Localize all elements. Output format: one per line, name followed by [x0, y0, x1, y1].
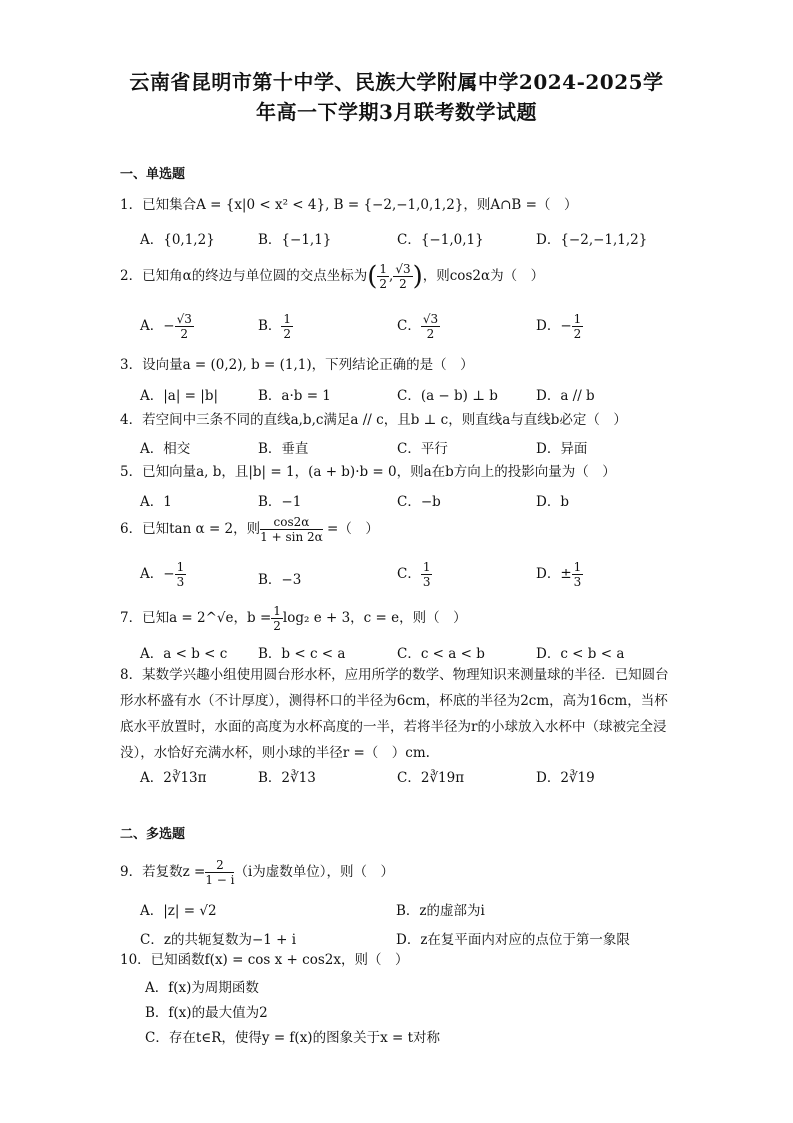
section-heading-single-choice: 一、单选题 — [120, 167, 186, 182]
fraction-numerator: 1 — [573, 560, 582, 574]
q2-option-a[interactable] — [140, 312, 194, 341]
q5-option-c[interactable]: C．−b — [397, 494, 441, 510]
q4-option-c[interactable]: C．平行 — [397, 441, 448, 457]
fraction-numerator: √3 — [422, 312, 439, 326]
option-fraction — [175, 312, 194, 341]
fraction-denominator: 2 — [283, 327, 292, 341]
fraction-numerator: 1 — [379, 262, 388, 276]
q2-coord-x-fraction — [377, 262, 389, 291]
q5-option-a[interactable]: A．1 — [140, 494, 172, 510]
question-3-options — [140, 384, 680, 404]
q4-option-b[interactable]: B．垂直 — [258, 441, 309, 457]
fraction-denominator: 2 — [273, 619, 281, 633]
q5-option-d[interactable]: D．b — [536, 494, 569, 510]
q7-option-d[interactable]: D．c < b < a — [536, 646, 625, 662]
fraction-denominator: 2 — [180, 327, 189, 341]
fraction-numerator: 1 — [573, 312, 582, 326]
fraction-denominator: 3 — [422, 575, 431, 589]
q8-option-a[interactable]: A．2∛13π — [140, 770, 207, 786]
section-heading-multiple-choice: 二、多选题 — [120, 827, 186, 842]
question-7-options — [140, 642, 680, 662]
option-prefix: A．− — [140, 566, 175, 582]
q7-stem-tail: log₂ e + 3，c = e，则（ ） — [282, 610, 467, 626]
q6-option-a[interactable] — [140, 560, 186, 589]
question-1-options — [140, 228, 680, 248]
q6-option-d[interactable] — [536, 560, 583, 589]
option-fraction — [281, 312, 293, 341]
fraction-denominator: 2 — [379, 277, 388, 291]
q7-stem-text: 7．已知a = 2^√e， — [120, 610, 248, 626]
q9-option-c[interactable]: C．z的共轭复数为−1 + i — [140, 932, 297, 948]
option-prefix: D．± — [536, 566, 572, 582]
left-paren-icon: ( — [367, 261, 378, 292]
fraction-denominator: 2 — [426, 327, 435, 341]
fraction-denominator: 1 − i — [205, 873, 235, 887]
q9-stem-tail: （i为虚数单位），则（ ） — [234, 864, 395, 880]
question-3-stem: 3．设向量a = (0,2), b = (1,1)，下列结论正确的是（ ） — [120, 357, 474, 373]
question-2-options — [140, 312, 680, 346]
q7-half-fraction — [271, 604, 283, 633]
q1-option-c[interactable]: C．{−1,0,1} — [397, 232, 484, 248]
q1-option-d[interactable]: D．{−2,−1,1,2} — [536, 232, 648, 248]
fraction-denominator: 1 + sin 2α — [260, 530, 323, 544]
option-prefix: D．− — [536, 318, 572, 334]
question-9-options-row-1 — [140, 899, 680, 919]
q10-option-a[interactable]: A．f(x)为周期函数 — [145, 980, 259, 996]
right-paren-icon: ) — [412, 261, 423, 292]
q6-option-b[interactable]: B．−3 — [258, 572, 302, 588]
question-5-options — [140, 490, 680, 510]
q4-option-d[interactable]: D．异面 — [536, 441, 588, 457]
q2-option-b[interactable] — [258, 312, 293, 341]
q8-option-c[interactable]: C．2∛19π — [397, 770, 465, 786]
option-fraction — [421, 312, 440, 341]
q7-option-a[interactable]: A．a < b < c — [140, 646, 228, 662]
fraction-numerator: 1 — [422, 560, 431, 574]
q9-complex-fraction — [205, 858, 234, 887]
fraction-numerator: cos2α — [260, 515, 323, 530]
fraction-denominator: 3 — [573, 575, 582, 589]
q7-b-label: b = — [247, 610, 272, 626]
q9-option-a[interactable]: A．|z| = √2 — [140, 903, 217, 919]
q7-option-c[interactable]: C．c < a < b — [397, 646, 485, 662]
q5-option-b[interactable]: B．−1 — [258, 494, 302, 510]
fraction-numerator: 1 — [176, 560, 185, 574]
q2-stem-tail: ，则cos2α为（ ） — [422, 268, 545, 284]
exam-title-line-1: 云南省昆明市第十中学、民族大学附属中学2024-2025学 — [129, 70, 664, 94]
q9-option-b[interactable]: B．z的虚部为i — [396, 903, 485, 919]
option-fraction — [572, 312, 584, 341]
q9-stem-text: 9．若复数z = — [120, 864, 206, 880]
question-6-options — [140, 560, 680, 594]
q1-option-a[interactable]: A．{0,1,2} — [140, 232, 215, 248]
q8-option-d[interactable]: D．2∛19 — [536, 770, 595, 786]
q3-option-d[interactable]: D．a // b — [536, 388, 595, 404]
option-prefix: C． — [397, 318, 421, 334]
fraction-numerator: √3 — [176, 312, 192, 326]
option-prefix: C． — [397, 566, 421, 582]
question-8-stem: 8．某数学兴趣小组使用圆台形水杯，应用所学的数学、物理知识来测量球的半径．已知圆台形水杯盛有水（不计厚度），测得杯口的半径为6cm，杯底的半径为2cm，高为16cm，当杯底水平放置时，水面的高度为水杯高度的一半，若将半径为r的小球放入水杯中（球被完全浸没），水恰好充满水杯，则小球的半径r =（ ）cm. — [120, 667, 669, 761]
question-9-options-row-2 — [140, 928, 680, 948]
q3-option-a[interactable]: A．|a| = |b| — [140, 388, 219, 404]
q2-coord-y-fraction — [393, 262, 412, 291]
fraction-numerator: 1 — [273, 604, 281, 618]
option-fraction — [421, 560, 433, 589]
q2-option-c[interactable] — [397, 312, 440, 341]
question-9-stem — [120, 858, 680, 887]
q2-stem-text: 2．已知角α的终边与单位圆的交点坐标为 — [120, 268, 368, 284]
question-8-options — [140, 766, 680, 786]
fraction-numerator: 1 — [283, 312, 292, 326]
fraction-numerator: 2 — [205, 858, 234, 873]
q3-option-c[interactable]: C．(a − b) ⊥ b — [397, 388, 498, 404]
q6-stem-tail: =（ ） — [322, 521, 379, 537]
option-fraction — [572, 560, 584, 589]
question-5-stem: 5．已知向量a, b，且|b| = 1，(a + b)·b = 0，则a在b方向上的投影向量为（ ） — [120, 464, 616, 480]
exam-title-line-2: 年高一下学期3月联考数学试题 — [256, 100, 537, 124]
q10-option-c[interactable]: C．存在t∈R，使得y = f(x)的图象关于x = t对称 — [145, 1030, 441, 1046]
option-fraction — [175, 560, 187, 589]
q8-option-b[interactable]: B．2∛13 — [258, 770, 316, 786]
q7-option-b[interactable]: B．b < c < a — [258, 646, 346, 662]
q10-option-b[interactable]: B．f(x)的最大值为2 — [145, 1005, 268, 1021]
fraction-denominator: 2 — [399, 277, 407, 291]
fraction-denominator: 2 — [573, 327, 582, 341]
q4-option-a[interactable]: A．相交 — [140, 441, 191, 457]
question-10-stem: 10．已知函数f(x) = cos x + cos2x，则（ ） — [120, 952, 409, 968]
question-6-stem — [120, 515, 680, 544]
option-prefix: B． — [258, 318, 282, 334]
fraction-denominator: 3 — [176, 575, 185, 589]
question-4-options — [140, 437, 680, 457]
q6-option-c[interactable] — [397, 560, 432, 589]
question-4-stem: 4．若空间中三条不同的直线a,b,c满足a // c，且b ⊥ c，则直线a与直线b必定（ ） — [120, 412, 627, 428]
fraction-numerator: √3 — [395, 262, 411, 276]
q1-option-b[interactable]: B．{−1,1} — [258, 232, 332, 248]
q3-option-b[interactable]: B．a·b = 1 — [258, 388, 331, 404]
question-2-stem: 2．已知角α的终边与单位圆的交点坐标为( $\frac{1}{2}$ , $\frac{√3}{2}$ )，则cos2α为（ ） — [120, 261, 545, 292]
q9-option-d[interactable]: D．z在复平面内对应的点位于第一象限 — [396, 932, 630, 948]
q6-stem-text: 6．已知tan α = 2，则 — [120, 521, 261, 537]
q2-option-d[interactable] — [536, 312, 583, 341]
question-1-stem: 1．已知集合A = {x|0 < x² < 4}, B = {−2,−1,0,1,2}，则A∩B =（ ） — [120, 197, 578, 213]
question-7-stem — [120, 604, 680, 633]
q6-expression-fraction — [260, 515, 323, 544]
option-prefix: A．− — [140, 318, 175, 334]
